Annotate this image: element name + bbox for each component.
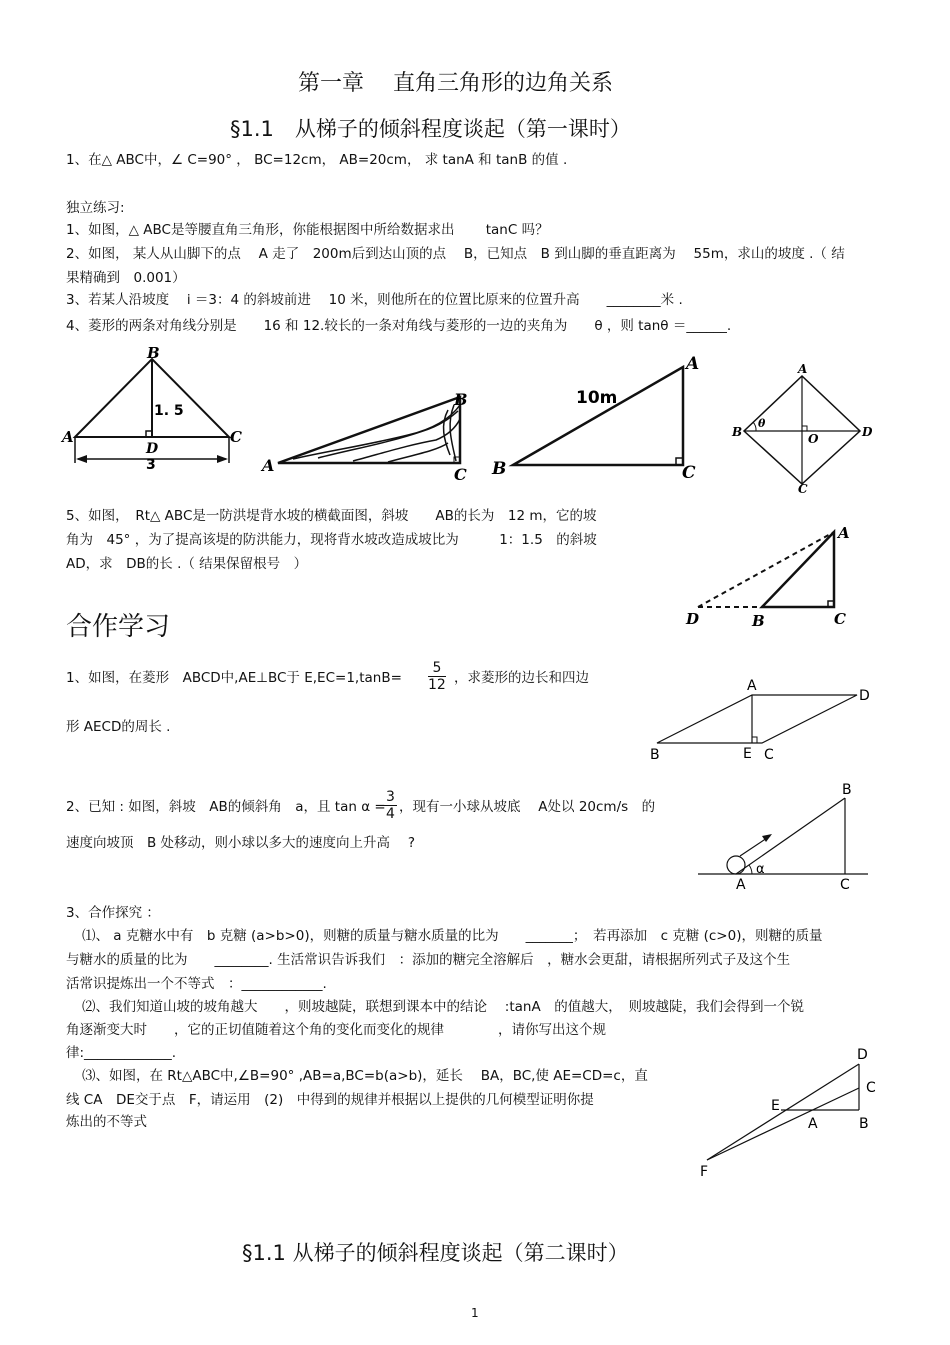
coop-heading: 合作学习 xyxy=(66,612,171,642)
figure-rhombus xyxy=(730,360,880,500)
fig3-label-a: A xyxy=(686,354,700,374)
fig8-label-a: A xyxy=(808,1116,818,1132)
coop-1-line1-b: ，求菱形的边长和四边 xyxy=(454,670,589,686)
practice-heading: 独立练习: xyxy=(66,200,125,216)
coop-2-frac-num: 3 xyxy=(386,789,395,805)
fig2-label-a: A xyxy=(262,456,275,475)
coop-3-s2-line1: ⑵、我们知道山坡的坡角越大 ，则坡越陡，联想到课本中的结论 :tanA 的值越大， 则坡越陡，我们会得到一个锐 xyxy=(82,999,804,1015)
fig1-base: 3 xyxy=(146,457,156,473)
figure-ladder-triangle xyxy=(488,350,713,485)
fig6-label-a: A xyxy=(747,678,757,694)
coop-3-s2-line2: 角逐渐变大时 ，它的正切值随着这个角的变化而变化的规律 ，请你写出这个规 xyxy=(66,1022,606,1038)
fig3-label-c: C xyxy=(682,463,696,483)
fig8-label-e: E xyxy=(771,1098,780,1114)
coop-2-frac-den: 4 xyxy=(386,806,395,822)
coop-3-heading: 3、合作探究 ： xyxy=(66,905,160,921)
section2-title: §1.1 从梯子的倾斜程度谈起（第二课时） xyxy=(242,1241,629,1265)
fig4-label-o: O xyxy=(808,432,819,446)
coop-3-s3-line2: 线 CA DE交于点 F，请运用 (2) 中得到的规律并根据以上提供的几何模型证明你提 xyxy=(66,1092,594,1108)
fig1-label-d: D xyxy=(146,441,159,457)
coop-3-s1-line1: ⑴、 a 克糖水中有 b 克糖 (a>b>0)，则糖的质量与糖水质量的比为 _______； 若再添加 c 克糖 (c>0)，则糖的质量 xyxy=(82,928,823,944)
fig5-label-b: B xyxy=(752,612,765,630)
practice-5-line3: AD，求 DB的长 .（ 结果保留根号 ） xyxy=(66,556,308,572)
figure-rhombus-abcd xyxy=(645,672,880,767)
fig1-label-b: B xyxy=(147,345,160,362)
fig2-label-b: B xyxy=(454,390,468,409)
coop-2-line1-b: ，现有一小球从坡底 A处以 20cm/s 的 xyxy=(399,799,656,815)
coop-1-fraction xyxy=(428,660,446,693)
chapter-title: 第一章 直角三角形的边角关系 xyxy=(298,71,613,96)
fig4-label-a: A xyxy=(798,362,808,376)
practice-5-line2: 角为 45° ，为了提高该堤的防洪能力，现将背水坡改造成坡比为 1：1.5 的斜坡 xyxy=(66,532,597,548)
fig7-alpha: α xyxy=(756,862,765,877)
fig7-label-b: B xyxy=(842,782,852,798)
fig6-label-d: D xyxy=(859,688,870,704)
fig1-height: 1. 5 xyxy=(154,403,184,419)
coop-3-s1-line3: 活常识提炼出一个不等式 ：____________. xyxy=(66,976,327,992)
practice-2-line2: 果精确到 0.001） xyxy=(66,270,186,286)
figure-isosceles-triangle xyxy=(60,345,250,475)
fig1-label-a: A xyxy=(62,428,74,446)
coop-1-frac-num: 5 xyxy=(428,660,446,677)
coop-1-frac-den: 12 xyxy=(428,677,446,693)
coop-1-line2: 形 AECD的周长 . xyxy=(66,719,171,735)
fig2-label-c: C xyxy=(454,465,467,484)
fig8-label-f: F xyxy=(700,1164,709,1180)
coop-2-line1-a: 2、已知 : 如图，斜坡 AB的倾斜角 a，且 tan α = xyxy=(66,799,386,815)
fig6-label-e: E xyxy=(743,746,752,762)
coop-2-line2: 速度向坡顶 B 处移动，则小球以多大的速度向上升高 ? xyxy=(66,835,416,851)
practice-2-line1: 2、如图， 某人从山脚下的点 A 走了 200m后到达山顶的点 B，已知点 B 到山脚的垂直距离为 55m，求山的坡度 .（ 结 xyxy=(66,246,845,262)
figure-slope-ball xyxy=(690,778,875,896)
coop-3-s1-line2: 与糖水的质量的比为 ________. 生活常识告诉我们 ：添加的糖完全溶解后 ，糖水会更甜，请根据所列式子及这个生 xyxy=(66,952,791,968)
figure-inequality-model xyxy=(695,1042,890,1182)
fig4-label-d: D xyxy=(862,425,873,439)
fig1-label-c: C xyxy=(230,428,242,446)
page-number: 1 xyxy=(471,1306,479,1320)
practice-4: 4、菱形的两条对角线分别是 16 和 12.较长的一条对角线与菱形的一边的夹角为 θ ，则 tanθ ＝______. xyxy=(66,318,732,334)
fig3-length: 10m xyxy=(576,388,618,408)
practice-3: 3、若某人沿坡度 i ＝3：4 的斜坡前进 10 米，则他所在的位置比原来的位置升高 ________米 . xyxy=(66,292,683,308)
practice-1: 1、如图，△ ABC是等腰直角三角形，你能根据图中所给数据求出 tanC 吗？ xyxy=(66,222,549,238)
question-1: 1、在△ ABC中，∠ C=90° ， BC=12cm， AB=20cm， 求 tanA 和 tanB 的值 . xyxy=(66,152,568,168)
fig5-label-c: C xyxy=(834,610,846,628)
coop-1-line1-a: 1、如图，在菱形 ABCD中,AE⊥BC于 E,EC=1,tanB= xyxy=(66,670,402,686)
figure-mountain-slope xyxy=(258,385,483,485)
section1-title: §1.1 从梯子的倾斜程度谈起（第一课时） xyxy=(230,117,631,141)
fig6-label-b: B xyxy=(650,747,660,763)
figure-flood-dike xyxy=(682,518,862,633)
coop-3-s3-line1: ⑶、如图，在 Rt△ABC中,∠B=90° ,AB=a,BC=b(a>b)，延长 BA，BC,使 AE=CD=c，直 xyxy=(82,1068,648,1084)
fig5-label-a: A xyxy=(838,524,850,542)
fig4-label-b: B xyxy=(732,425,743,439)
fig4-theta: θ xyxy=(758,417,766,430)
fig5-label-d: D xyxy=(686,610,700,628)
fig7-label-c: C xyxy=(840,877,850,893)
coop-3-s3-line3: 炼出的不等式 xyxy=(66,1114,147,1130)
practice-5-line1: 5、如图， Rt△ ABC是一防洪堤背水坡的横截面图，斜坡 AB的长为 12 m，它的坡 xyxy=(66,508,597,524)
fig4-label-c: C xyxy=(798,482,808,496)
fig3-label-b: B xyxy=(492,459,507,479)
fig6-label-c: C xyxy=(764,747,774,763)
fig7-label-a: A xyxy=(736,877,746,893)
fig8-label-c: C xyxy=(866,1080,876,1096)
fig8-label-d: D xyxy=(857,1047,868,1063)
coop-3-s2-line3: 律:_____________. xyxy=(66,1045,177,1061)
fig8-label-b: B xyxy=(859,1116,869,1132)
coop-2-fraction xyxy=(384,789,397,822)
